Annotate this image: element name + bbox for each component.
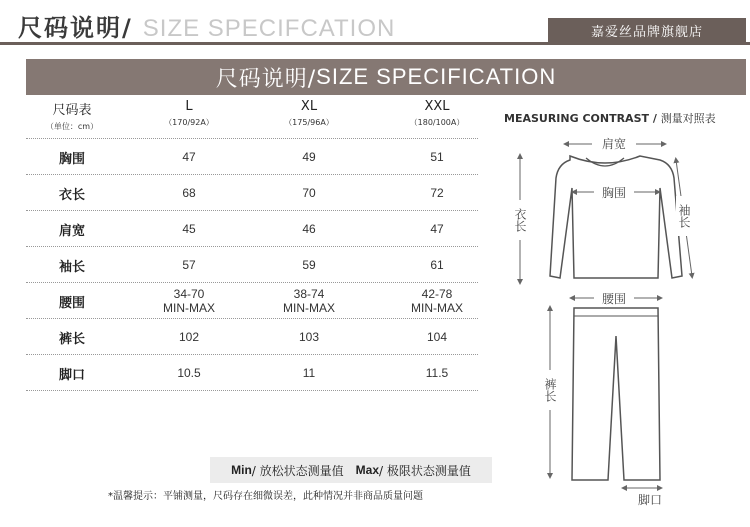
range-sub: MIN-MAX xyxy=(283,301,335,315)
size-spec: （180/100A） xyxy=(409,118,465,127)
size-name: L xyxy=(185,99,193,114)
size-name: XL xyxy=(300,99,318,114)
row-label: 裤长 xyxy=(58,331,85,347)
tip-note: *温馨提示：平铺测量，尺码存在细微误差，此种情况并非商品质量问题 xyxy=(108,491,423,502)
page-title-cn: 尺码说明/ xyxy=(18,14,133,42)
chest-label: 胸围 xyxy=(601,186,627,200)
banner-title-cn: 尺码说明/ xyxy=(215,66,317,92)
range-value: 34-70 xyxy=(173,287,205,301)
table-row xyxy=(26,175,478,211)
cell-value: 47 xyxy=(182,150,196,164)
pants-length-label: 裤长 xyxy=(543,378,557,402)
cell-value: 57 xyxy=(182,258,196,272)
range-value: 42-78 xyxy=(421,287,453,301)
sleeve-label: 袖长 xyxy=(677,204,691,228)
store-name-badge[interactable]: 嘉爱丝品牌旗舰店 xyxy=(548,18,746,42)
legend-min-text: / 放松状态测量值 xyxy=(251,463,344,478)
size-spec: （170/92A） xyxy=(164,118,214,127)
size-col-xl xyxy=(264,99,354,128)
page-title-en: SIZE SPECIFCATION xyxy=(142,15,396,42)
cell-value xyxy=(144,283,234,319)
legend-box xyxy=(210,457,492,483)
row-label: 肩宽 xyxy=(58,223,85,239)
cell-value: 47 xyxy=(430,222,444,236)
measure-title-cn: 测量对照表 xyxy=(660,112,716,125)
shirt-outline xyxy=(550,156,682,278)
range-sub: MIN-MAX xyxy=(163,301,215,315)
cell-value: 104 xyxy=(426,330,448,344)
cell-value: 102 xyxy=(178,330,200,344)
row-label: 胸围 xyxy=(58,151,85,167)
row-label: 衣长 xyxy=(58,187,85,203)
size-table-header xyxy=(26,95,478,139)
cell-value: 46 xyxy=(302,222,316,236)
measurement-diagram xyxy=(500,126,710,510)
cell-value: 10.5 xyxy=(177,366,201,380)
section-banner xyxy=(26,59,746,95)
pants-outline xyxy=(572,308,660,480)
cell-value: 49 xyxy=(302,150,316,164)
header-label: 尺码表 xyxy=(52,103,92,118)
table-row xyxy=(26,283,478,319)
cell-value: 11.5 xyxy=(425,366,449,380)
row-label: 脚口 xyxy=(58,367,85,383)
cell-value: 59 xyxy=(302,258,316,272)
shoulder-label: 肩宽 xyxy=(601,137,627,151)
table-row xyxy=(26,139,478,175)
table-row xyxy=(26,355,478,391)
banner-title-en: SIZE SPECIFICATION xyxy=(316,64,557,89)
cell-value: 103 xyxy=(298,330,320,344)
row-label: 袖长 xyxy=(58,259,85,275)
measure-title-en: MEASURING CONTRAST / xyxy=(504,112,661,125)
cell-value xyxy=(392,283,482,319)
header-label-cell xyxy=(26,99,118,132)
legend-max-text: / 极限状态测量值 xyxy=(379,463,471,478)
table-row xyxy=(26,211,478,247)
cell-value: 11 xyxy=(302,366,316,380)
size-table xyxy=(26,95,478,391)
waist-label: 腰围 xyxy=(601,292,627,306)
measure-title xyxy=(504,110,716,126)
cell-value: 45 xyxy=(182,222,196,236)
legend-min-key: Min xyxy=(231,463,252,477)
size-col-xxl xyxy=(392,99,482,128)
cell-value: 70 xyxy=(302,186,316,200)
table-row xyxy=(26,247,478,283)
range-sub: MIN-MAX xyxy=(411,301,463,315)
size-col-l xyxy=(144,99,234,128)
cell-value: 51 xyxy=(430,150,444,164)
hem-label: 脚口 xyxy=(637,493,663,507)
legend-max-key: Max xyxy=(355,463,379,477)
table-row xyxy=(26,319,478,355)
header-unit: （单位：cm） xyxy=(45,122,99,131)
range-value: 38-74 xyxy=(293,287,325,301)
header-divider xyxy=(0,42,750,45)
page-title xyxy=(18,8,395,42)
cell-value xyxy=(264,283,354,319)
cell-value: 68 xyxy=(182,186,196,200)
size-name: XXL xyxy=(424,99,450,114)
length-label: 衣长 xyxy=(513,208,527,232)
size-spec: （175/96A） xyxy=(284,118,334,127)
row-label: 腰围 xyxy=(58,295,85,311)
cell-value: 61 xyxy=(430,258,444,272)
cell-value: 72 xyxy=(430,186,444,200)
